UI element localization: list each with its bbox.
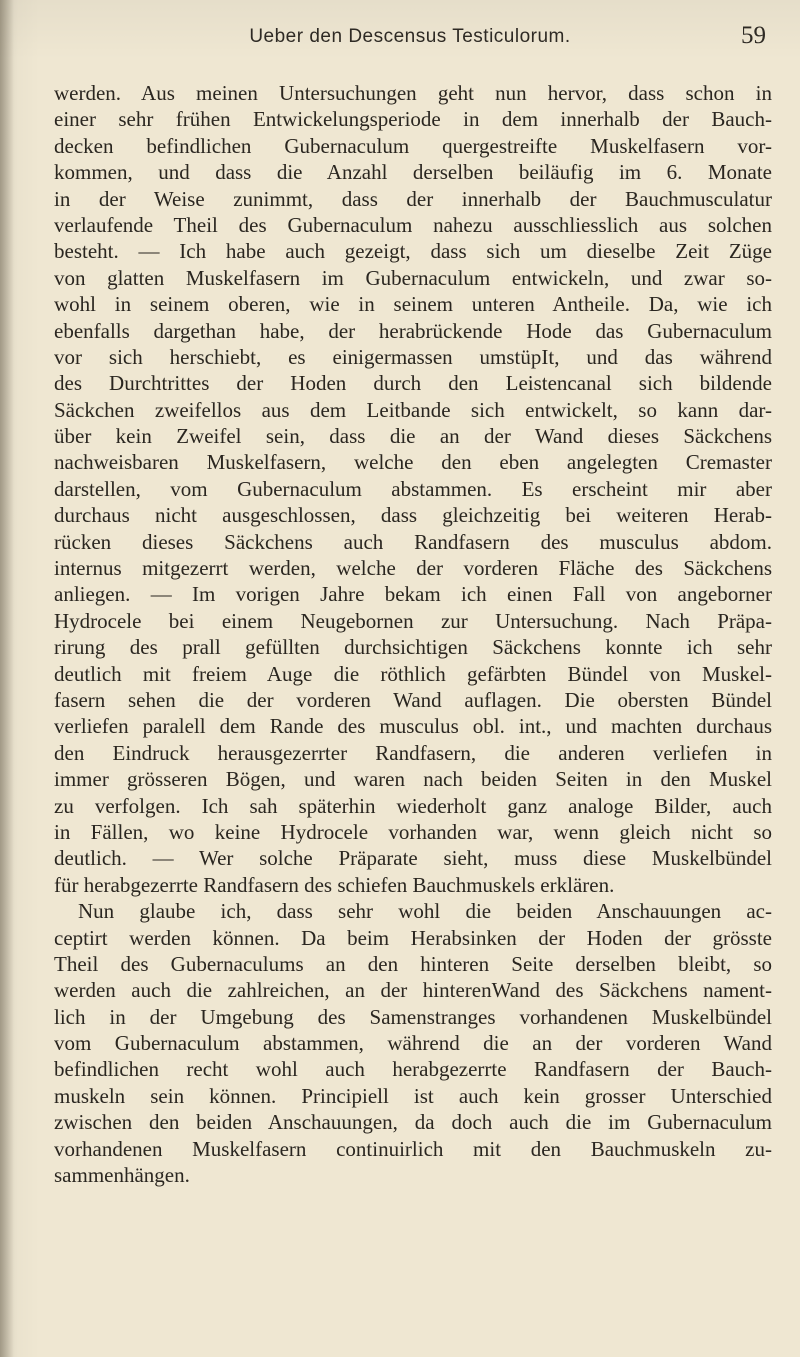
text-line: ebenfalls dargethan habe, der herabrückende Hode das Gubernaculum (54, 318, 772, 343)
text-line: rirung des prall gefüllten durchsichtigen Säckchens konnte ich sehr (54, 635, 772, 660)
text-line: rücken dieses Säckchens auch Randfasern des musculus abdom. (54, 529, 772, 554)
text-line: deutlich. — Wer solche Präparate sieht, muss diese Muskelbündel (54, 846, 772, 871)
text-line: Säckchen zweifellos aus dem Leitbande sich entwickelt, so kann dar- (54, 397, 772, 422)
text-line: verlaufende Theil des Gubernaculum nahezu ausschliesslich aus solchen (54, 212, 772, 237)
text-line: vor sich herschiebt, es einigermassen umstüpIt, und das während (54, 344, 772, 369)
text-line: werden. Aus meinen Untersuchungen geht nun hervor, dass schon in (54, 81, 772, 105)
text-line: vorhandenen Muskelfasern continuirlich mit den Bauchmuskeln zu- (54, 1136, 772, 1161)
text-line: internus mitgezerrt werden, welche der vorderen Fläche des Säckchens (54, 556, 772, 581)
text-line: einer sehr frühen Entwickelungsperiode in dem innerhalb der Bauch- (54, 107, 772, 132)
text-line: durchaus nicht ausgeschlossen, dass gleichzeitig bei weiteren Herab- (54, 503, 772, 528)
text-line: deutlich mit freiem Auge die röthlich gefärbten Bündel von Muskel- (54, 661, 772, 686)
running-head: Ueber den Descensus Testiculorum. (249, 26, 571, 47)
text-line: in Fällen, wo keine Hydrocele vorhanden war, wenn gleich nicht so (54, 819, 772, 844)
text-line: Theil des Gubernaculums an den hinteren Seite derselben bleibt, so (54, 951, 772, 976)
text-line: in der Weise zunimmt, dass der innerhalb der Bauchmusculatur (54, 186, 772, 211)
text-line: von glatten Muskelfasern im Gubernaculum entwickeln, und zwar so- (54, 265, 772, 290)
text-line: befindlichen recht wohl auch herabgezerrte Randfasern der Bauch- (54, 1057, 772, 1082)
text-line: fasern sehen die der vorderen Wand auflagen. Die obersten Bündel (54, 687, 772, 712)
text-line: des Durchtrittes der Hoden durch den Leistencanal sich bildende (54, 371, 772, 396)
page-edge-shadow (0, 0, 14, 1357)
text-line: Hydrocele bei einem Neugebornen zur Untersuchung. Nach Präpa- (54, 608, 772, 633)
text-line: Nun glaube ich, dass sehr wohl die beiden Anschauungen ac- (78, 899, 772, 924)
text-line: vom Gubernaculum abstammen, während die an der vorderen Wand (54, 1031, 772, 1056)
text-line: den Eindruck herausgezerrter Randfasern, die anderen verliefen in (54, 740, 772, 765)
text-line: nachweisbaren Muskelfasern, welche den eben angelegten Cremaster (54, 450, 772, 475)
text-line: über kein Zweifel sein, dass die an der Wand dieses Säckchens (54, 424, 772, 449)
text-line: darstellen, vom Gubernaculum abstammen. Es erscheint mir aber (54, 476, 772, 501)
text-line: immer grösseren Bögen, und waren nach beiden Seiten in den Muskel (54, 767, 772, 792)
text-line: zwischen den beiden Anschauungen, da doch auch die im Gubernaculum (54, 1110, 772, 1135)
page-number: 59 (741, 22, 766, 49)
text-line: wohl in seinem oberen, wie in seinem unteren Antheile. Da, wie ich (54, 292, 772, 317)
text-line: ceptirt werden können. Da beim Herabsinken der Hoden der grösste (54, 925, 772, 950)
text-line: muskeln sein können. Principiell ist auch kein grosser Unterschied (54, 1083, 772, 1108)
text-line: lich in der Umgebung des Samenstranges vorhandenen Muskelbündel (54, 1004, 772, 1029)
text-line: decken befindlichen Gubernaculum quergestreifte Muskelfasern vor- (54, 133, 772, 158)
text-line: für herabgezerrte Randfasern des schiefen Bauchmuskels erklären. (54, 872, 615, 897)
text-line: werden auch die zahlreichen, an der hinterenWand des Säckchens nament- (54, 978, 772, 1003)
text-line: zu verfolgen. Ich sah späterhin wiederholt ganz analoge Bilder, auch (54, 793, 772, 818)
page-header (54, 18, 766, 58)
text-line: anliegen. — Im vorigen Jahre bekam ich einen Fall von angeborner (54, 582, 772, 607)
text-line: verliefen paralell dem Rande des musculus obl. int., und machten durchaus (54, 714, 772, 739)
text-line: kommen, und dass die Anzahl derselben beiläufig im 6. Monate (54, 160, 772, 185)
text-line: sammenhängen. (54, 1163, 190, 1188)
body-text (54, 80, 772, 1188)
text-line: besteht. — Ich habe auch gezeigt, dass sich um dieselbe Zeit Züge (54, 239, 772, 264)
